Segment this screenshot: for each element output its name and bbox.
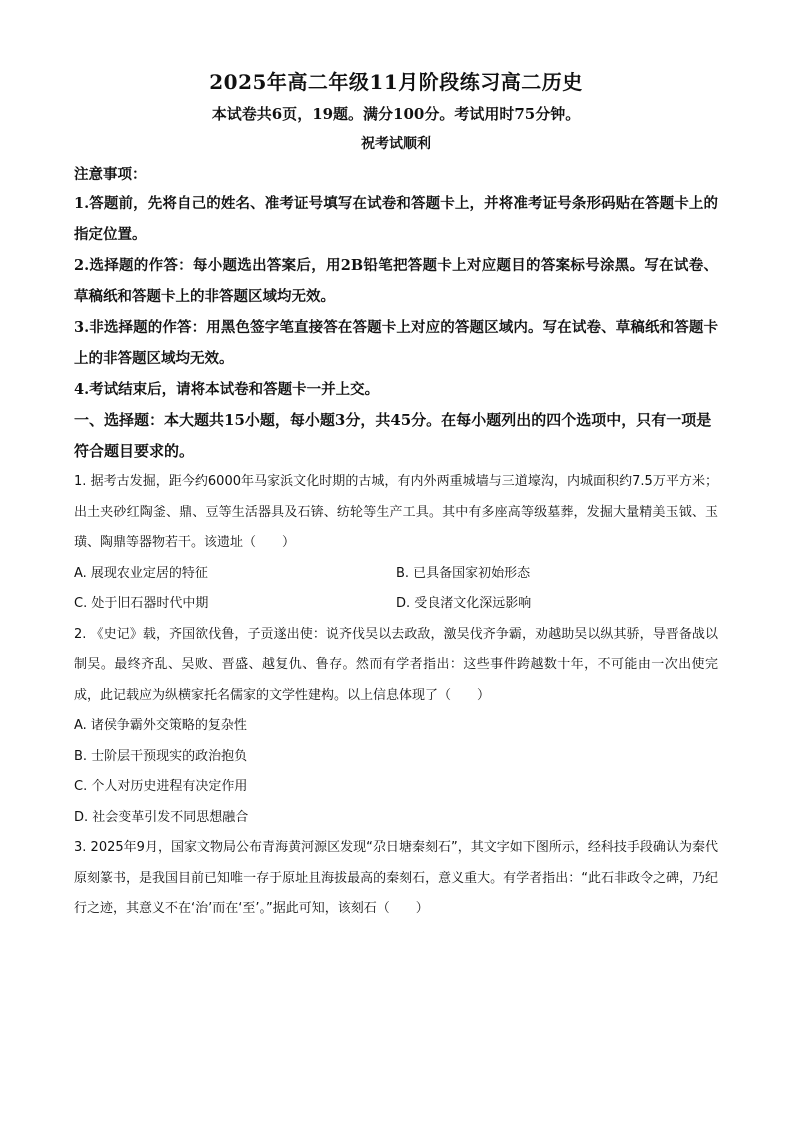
notice-item-2: 2.选择题的作答：每小题选出答案后，用2B铅笔把答题卡上对应题目的答案标号涂黑。写在试卷、草稿纸和答题卡上的非答题区域均无效。: [74, 257, 718, 305]
notice-item-1: 1.答题前，先将自己的姓名、准考证号填写在试卷和答题卡上，并将准考证号条形码贴在答题卡上的指定位置。: [74, 195, 718, 243]
question-stem: 3. 2025年9月，国家文物局公布青海黄河源区发现“尕日塘秦刻石”，其文字如下图所示，经科技手段确认为秦代原刻篆书，是我国目前已知唯一存于原址且海拔最高的秦刻石，意义重大。有学者指出：“此石非政令之碑，乃纪行之迹，其意义不在‘治’而在‘至’。”据此可知，该刻石（ ）: [74, 840, 718, 916]
option-d[interactable]: D. 受良渚文化深远影响: [396, 596, 532, 611]
exam-title: 2025年高二年级11月阶段练习高二历史: [209, 70, 583, 94]
exam-wish: 祝考试顺利: [361, 136, 431, 152]
section-heading: 一、选择题：本大题共15小题，每小题3分，共45分。在每小题列出的四个选项中，只有一项是符合题目要求的。: [74, 411, 712, 460]
question-options: [74, 559, 718, 620]
notice-item-3: 3.非选择题的作答：用黑色签字笔直接答在答题卡上对应的答题区域内。写在试卷、草稿纸和答题卡上的非答题区域均无效。: [74, 319, 718, 367]
exam-subtitle: 本试卷共6页，19题。满分100分。考试用时75分钟。: [211, 105, 581, 123]
option-a[interactable]: A. 展现农业定居的特征: [74, 565, 208, 581]
question-2: [74, 620, 718, 834]
notice-item-4: 4.考试结束后，请将本试卷和答题卡一并上交。: [74, 381, 380, 398]
question-3: [74, 833, 718, 925]
option-b[interactable]: B. 已具备国家初始形态: [396, 565, 531, 581]
option-c[interactable]: C. 个人对历史进程有决定作用: [74, 779, 248, 794]
option-c[interactable]: C. 处于旧石器时代中期: [74, 596, 209, 611]
option-a[interactable]: A. 诸侯争霸外交策略的复杂性: [74, 718, 247, 733]
notice-heading: 注意事项：: [74, 166, 147, 183]
question-stem: 1. 据考古发掘，距今约6000年马家浜文化时期的古城，有内外两重城墙与三道壕沟，内城面积约7.5万平方米；出土夹砂红陶釜、鼎、豆等生活器具及石锛、纺轮等生产工具。其中有多座高等级墓葬，发掘大量精美玉钺、玉璜、陶鼎等器物若干。该遗址（ ）: [74, 474, 718, 550]
question-1: [74, 467, 718, 620]
notice-block: [74, 162, 718, 405]
option-d[interactable]: D. 社会变革引发不同思想融合: [74, 809, 249, 825]
option-b[interactable]: B. 士阶层干预现实的政治抱负: [74, 748, 248, 764]
question-stem: 2. 《史记》载，齐国欲伐鲁，子贡遂出使：说齐伐吴以去政敌，激吴伐齐争霸，劝越助吴以纵其骄，导晋备战以制吴。最终齐乱、吴败、晋盛、越复仇、鲁存。然而有学者指出：这些事件跨越数十年，不可能由一次出使完成，此记载应为纵横家托名儒家的文学性建构。以上信息体现了（ ）: [74, 626, 718, 703]
